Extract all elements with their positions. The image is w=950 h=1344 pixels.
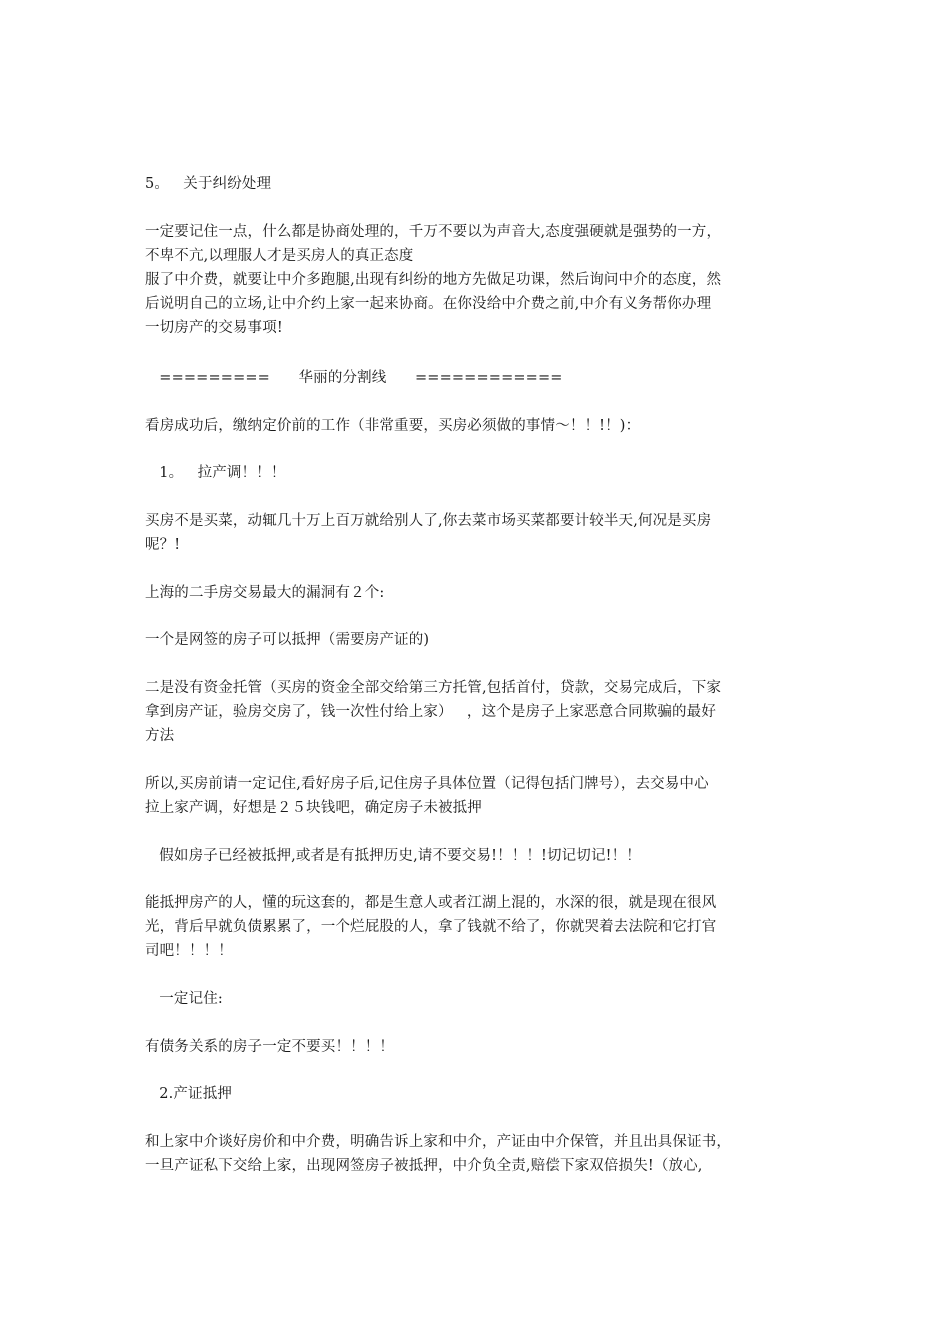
paragraph-line: 一个是网签的房子可以抵押（需要房产证的): [145, 632, 430, 648]
paragraph-line: 服了中介费，就要让中介多跑腿,出现有纠纷的地方先做足功课，然后询问中介的态度，然: [145, 272, 722, 288]
paragraph-line: 后说明自己的立场,让中介约上家一起来协商。在你没给中介费之前,中介有义务帮你办理: [145, 296, 712, 312]
paragraph-line: 光，背后早就负债累累了，一个烂屁股的人，拿了钱就不给了，你就哭着去法院和它打官: [145, 919, 717, 935]
paragraph-line: 上海的二手房交易最大的漏洞有２个:: [145, 585, 385, 601]
paragraph-line: 方法: [145, 728, 175, 744]
paragraph-line: 能抵押房产的人，懂的玩这套的，都是生意人或者江湖上混的，水深的很，就是现在很风: [145, 895, 717, 911]
paragraph-line: 一旦产证私下交给上家，出现网签房子被抵押，中介负全责,赔偿下家双倍损失!（放心,: [145, 1158, 703, 1174]
paragraph-line: 有债务关系的房子一定不要买！！！！: [145, 1039, 395, 1055]
paragraph-line: 一切房产的交易事项!: [145, 320, 283, 336]
paragraph-line: 买房不是买菜，动辄几十万上百万就给别人了,你去菜市场买菜都要计较半天,何况是买房: [145, 513, 712, 529]
divider-line: ========= 华丽的分割线 ============: [145, 370, 563, 386]
item-heading: 2.产证抵押: [145, 1086, 233, 1102]
section-heading: 5。 关于纠纷处理: [145, 176, 272, 192]
item-heading: 1。 拉产调！！！: [145, 465, 286, 481]
paragraph-line: 假如房子已经被抵押,或者是有抵押历史,请不要交易!！！！!切记切记!！！: [145, 848, 641, 864]
paragraph-line: 不卑不亢,以理服人才是买房人的真正态度: [145, 248, 414, 264]
paragraph-line: 看房成功后，缴纳定价前的工作（非常重要，买房必须做的事情～！！!！)：: [145, 418, 641, 434]
paragraph-line: 司吧！！！！: [145, 943, 233, 959]
paragraph-line: 拉上家产调，好想是２５块钱吧，确定房子未被抵押: [145, 800, 482, 816]
paragraph-line: 和上家中介谈好房价和中介费，明确告诉上家和中介，产证由中介保管，并且出具保证书，: [145, 1134, 731, 1150]
paragraph-line: 一定记住:: [145, 991, 223, 1007]
paragraph-line: 一定要记住一点，什么都是协商处理的，千万不要以为声音大,态度强硬就是强势的一方，: [145, 224, 722, 240]
paragraph-line: 所以,买房前请一定记住,看好房子后,记住房子具体位置（记得包括门牌号），去交易中心: [145, 776, 709, 792]
paragraph-line: 拿到房产证，验房交房了，钱一次性付给上家） ，这个是房子上家恶意合同欺骗的最好: [145, 704, 716, 720]
paragraph-line: 二是没有资金托管（买房的资金全部交给第三方托管,包括首付，贷款，交易完成后，下家: [145, 680, 722, 696]
paragraph-line: 呢？!: [145, 537, 181, 553]
